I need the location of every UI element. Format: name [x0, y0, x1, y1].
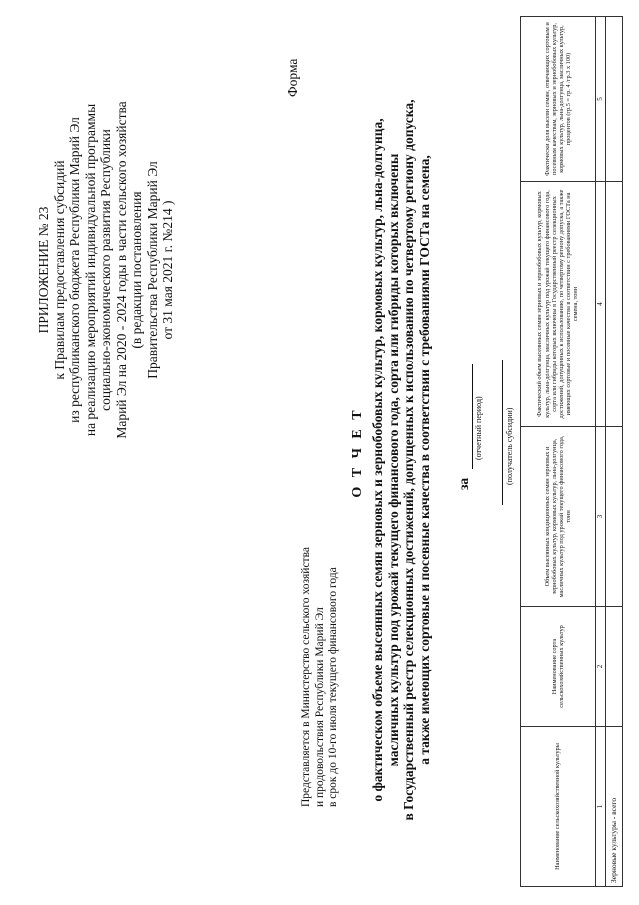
- column-number: 1: [596, 727, 606, 887]
- report-table: [520, 16, 623, 887]
- table-header-cell: Наименование сельскохозяйственной культуры: [521, 727, 596, 887]
- table-header-row: [521, 17, 596, 887]
- appendix-line: (в редакции постановления: [129, 191, 144, 349]
- subject-line: а также имеющих сортовые и посевные качества в соответствии с требованиями ГОСТа на семена,: [416, 155, 432, 765]
- report-subject: [370, 75, 432, 845]
- appendix-line: от 31 мая 2021 г. №214 ): [160, 200, 175, 340]
- submission-line: в срок до 10-го июля текущего финансового года: [327, 567, 339, 807]
- table-header-cell: Фактический объем высеянных семян зерновых и зернобобовых культур, кормовых культур, льна-долгунца, масличных культур под урожай текущего финансового года, сорта или гибриды которых включены в Государственный реестр селекционных достижений, допущенных к использованию, по четвертому региону допуска, а также имеющих сортовые и посевные качества в соответствии с требованиями ГОСТа на семена, тонн: [521, 182, 596, 427]
- column-number: 2: [596, 607, 606, 727]
- table-header-cell: Наименование сорта сельскохозяйственных культур: [521, 607, 596, 727]
- submission-line: и продовольствия Республики Марий Эл: [313, 607, 326, 807]
- subject-line: о фактическом объеме высеянных семян зерновых и зернобобовых культур, кормовых культур, льна-долгунца,: [370, 118, 385, 802]
- column-number: 5: [596, 17, 606, 182]
- appendix-line: из республиканского бюджета Республики Марий Эл: [67, 117, 82, 423]
- subject-line: масличных культур под урожай текущего финансового года, сорта или гибриды которых включены: [385, 153, 401, 767]
- column-number: 3: [596, 427, 606, 607]
- table-cell[interactable]: [606, 17, 623, 182]
- period-hint: (отчетный период): [474, 396, 483, 460]
- column-number: 4: [596, 182, 606, 427]
- recipient-field-line[interactable]: [502, 360, 503, 505]
- appendix-line: ПРИЛОЖЕНИЕ № 23: [36, 206, 51, 334]
- report-title: О Т Ч Е Т: [350, 407, 365, 498]
- table-cell[interactable]: [606, 427, 623, 607]
- period-field-line[interactable]: [472, 364, 473, 469]
- table-header-cell: Объем высеянных кондиционных семян зерновых и зернобобовых культур, кормовых культур, льна-долгунца, масличных культур под урожай текущего финансового года, тонн: [521, 427, 596, 607]
- submission-line: Представляется в Министерство сельского хозяйства: [300, 547, 312, 807]
- appendix-line: к Правилам предоставления субсидий: [51, 160, 67, 380]
- table-header-cell: Фактически доля высеян семян, отвечающих сортовым и посевным качествам, зерновых и зернобобовых культур, кормовых культур, льна-долгунца, масличных культур, процентов (гр.5 = гр. 4 /гр.3 х 100): [521, 17, 596, 182]
- form-label: Форма: [285, 58, 300, 97]
- period-prefix: за: [456, 477, 471, 490]
- recipient-hint: (получатель субсидии): [505, 407, 514, 485]
- appendix-header: [36, 30, 176, 510]
- submission-note: [300, 547, 341, 807]
- appendix-line: на реализацию мероприятий индивидуальной программы: [82, 103, 98, 437]
- appendix-line: Марий Эл на 2020 - 2024 годы в части сельского хозяйства: [113, 101, 129, 439]
- table-number-row: [596, 17, 606, 887]
- appendix-line: социально-экономического развития Республики: [98, 129, 113, 411]
- table-cell[interactable]: [606, 607, 623, 727]
- subject-line: в Государственный реестр селекционных достижений, допущенных к использованию по четвертому региону допуска,: [401, 99, 416, 821]
- table-cell[interactable]: [606, 182, 623, 427]
- appendix-line: Правительства Республики Марий Эл: [144, 161, 160, 379]
- table-row: [606, 17, 623, 887]
- table-cell: Зерновые культуры - всего: [606, 727, 623, 887]
